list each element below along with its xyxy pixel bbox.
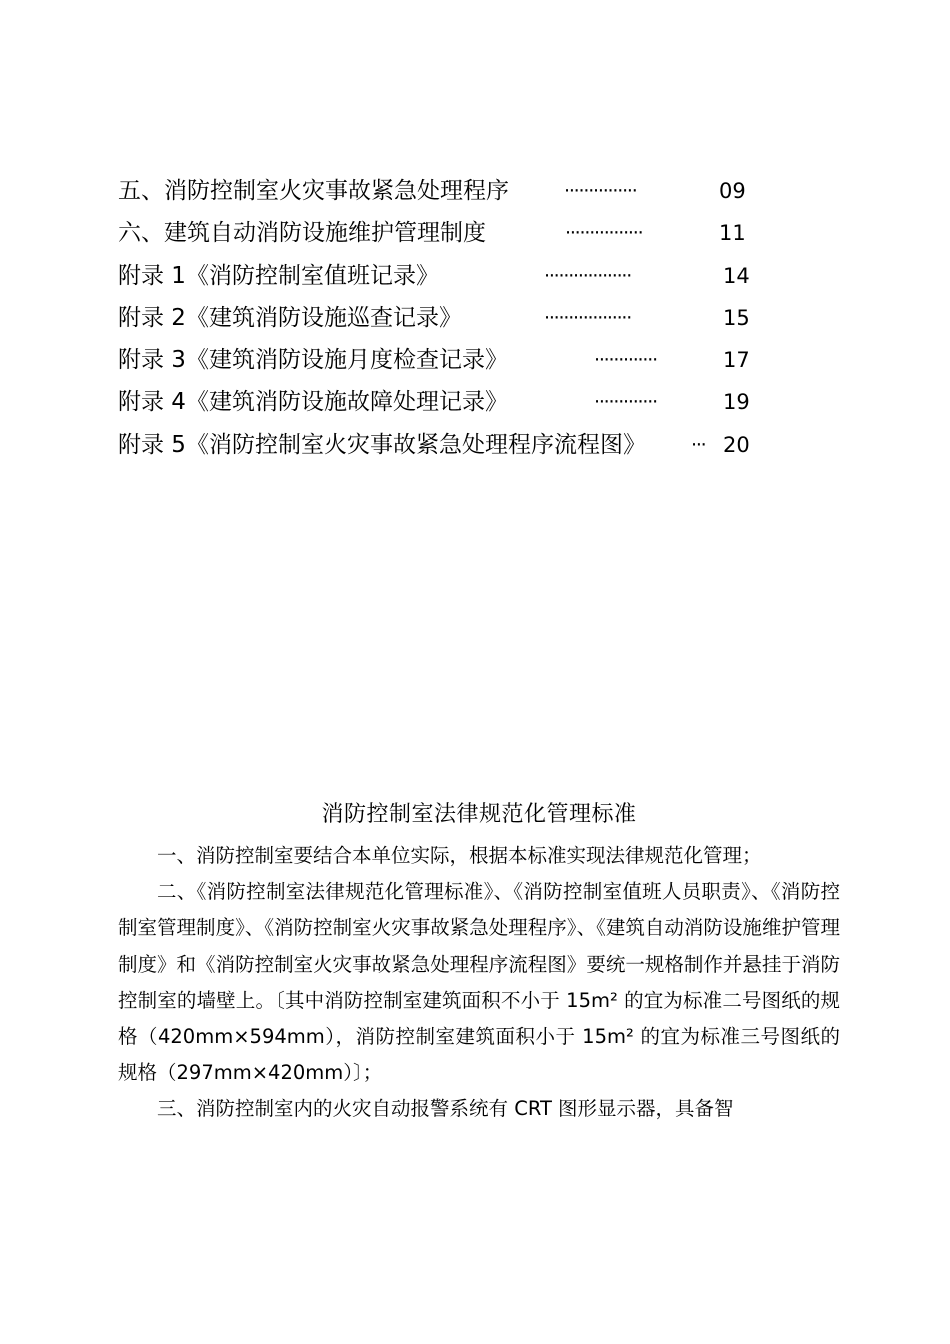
toc-entry[interactable] — [118, 297, 758, 339]
toc-page-number: 14 — [723, 263, 750, 288]
toc-entry[interactable] — [118, 381, 758, 423]
toc-entry[interactable] — [118, 255, 758, 297]
paragraph-1: 一、消防控制室要结合本单位实际，根据本标准实现法律规范化管理； — [157, 844, 762, 867]
toc-entry-title: 附录 3《建筑消防设施月度检查记录》 — [118, 347, 508, 374]
toc-dot-leader: ··· — [691, 433, 706, 456]
table-of-contents — [118, 170, 758, 466]
toc-dot-leader: ·················· — [544, 306, 632, 329]
toc-entry[interactable] — [118, 339, 758, 381]
toc-page-number: 17 — [723, 348, 750, 373]
toc-entry-title: 附录 5《消防控制室火灾事故紧急处理程序流程图》 — [118, 431, 646, 458]
toc-dot-leader: ·················· — [544, 264, 632, 287]
toc-entry[interactable] — [118, 170, 758, 212]
toc-entry[interactable] — [118, 424, 758, 466]
toc-page-number: 15 — [723, 305, 750, 330]
toc-page-number: 20 — [723, 432, 750, 457]
paragraph-3: 三、消防控制室内的火灾自动报警系统有 CRT 图形显示器，具备智 — [157, 1097, 734, 1121]
section-heading: 消防控制室法律规范化管理标准 — [321, 802, 637, 827]
toc-entry[interactable] — [118, 212, 758, 254]
toc-entry-title: 六、建筑自动消防设施维护管理制度 — [118, 220, 486, 247]
toc-dot-leader: ··············· — [564, 180, 637, 202]
toc-entry-title: 附录 4《建筑消防设施故障处理记录》 — [118, 389, 508, 416]
toc-dot-leader: ············· — [594, 349, 657, 372]
toc-dot-leader: ············· — [594, 391, 657, 414]
toc-dot-leader: ················ — [565, 222, 643, 245]
toc-entry-title: 附录 2《建筑消防设施巡查记录》 — [118, 304, 462, 331]
paragraph-2: 二、《消防控制室法律规范化管理标准》、《消防控制室值班人员职责》、《消防控制室管理制度》、《消防控制室火灾事故紧急处理程序》、《建筑自动消防设施维护管理制度》和《消防控制室火灾事故紧急处理程序流程图》要统一规格制作并悬挂于消防控制室的墙壁上。〔其中消防控制室建筑面积不小于 15m² 的宜为标准二号图纸的规格（420mm×594mm），消防控制室建筑面积小于 15m² 的宜为标准三号图纸的规格（297mm×420mm）〕； — [118, 880, 840, 1085]
toc-page-number: 09 — [719, 179, 746, 203]
toc-entry-title: 五、消防控制室火灾事故紧急处理程序 — [118, 178, 509, 204]
toc-entry-title: 附录 1《消防控制室值班记录》 — [118, 262, 439, 289]
toc-page-number: 19 — [723, 390, 750, 415]
regulation-section — [118, 795, 840, 1128]
toc-page-number: 11 — [719, 221, 746, 246]
